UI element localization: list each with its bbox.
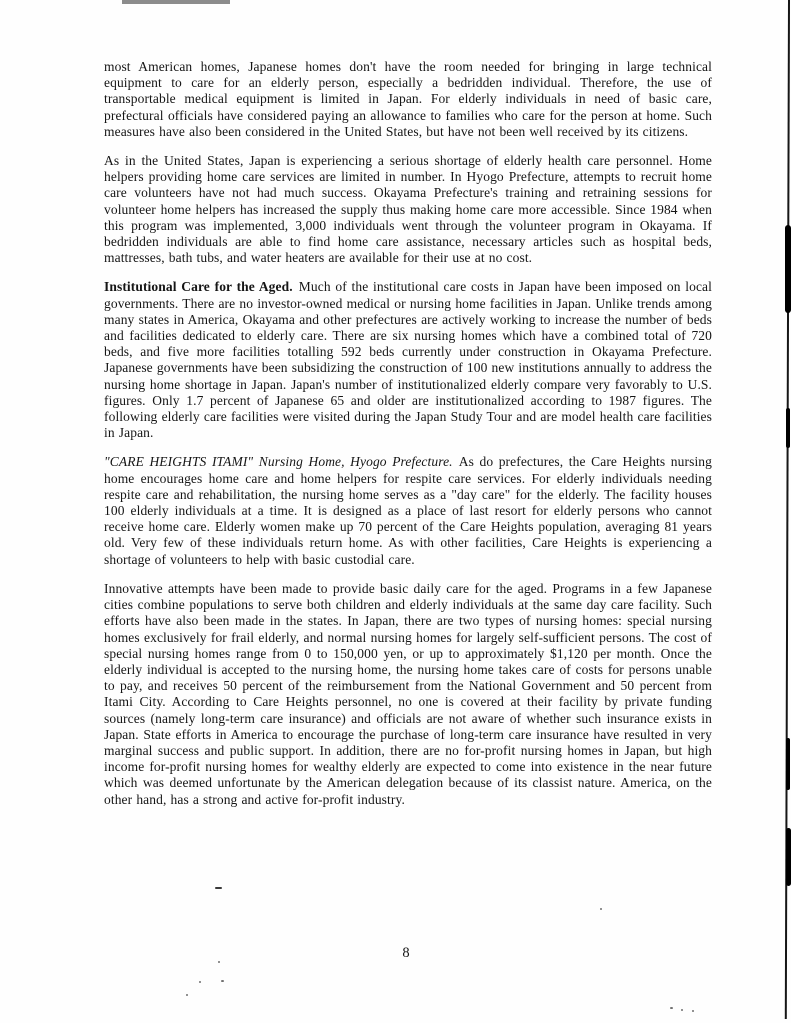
paragraph-care-heights-itami	[104, 454, 712, 567]
document-body	[104, 59, 712, 821]
scan-artifact-blob	[786, 738, 790, 790]
scan-artifact-speck	[199, 981, 201, 983]
paragraph-text: most American homes, Japanese homes don't have the room needed for bringing in large technical equipment to care for an elderly person, especially a bedridden individual. Therefore, the use of transportable medical equipment is limited in Japan. For elderly individuals in need of basic care, prefectural officials have considered paying an allowance to families who care for the person at home. Such measures have also been considered in the United States, but have not been well received by its citizens.	[104, 59, 712, 139]
paragraph-lead-heading: "CARE HEIGHTS ITAMI" Nursing Home, Hyogo Prefecture.	[104, 454, 453, 470]
scan-artifact-speck	[186, 994, 188, 996]
paragraph-innovative-attempts	[104, 581, 712, 808]
scan-artifact-top-bar	[122, 0, 230, 4]
scan-artifact-blob	[786, 828, 791, 886]
paragraph-institutional-care	[104, 279, 712, 441]
page-number: 8	[402, 945, 410, 961]
paragraph-text: As in the United States, Japan is experiencing a serious shortage of elderly health care personnel. Home helpers providing home care services are limited in number. In Hyogo Prefecture, attempts to recruit home care volunteers have not had much success. Okayama Prefecture's training and retraining sessions for volunteer home helpers has increased the supply thus making home care more accessible. Since 1984 when this program was implemented, 3,000 individuals went through the volunteer program in Okayama. If bedridden individuals are able to find home care assistance, necessary articles such as hospital beds, mattresses, bath tubs, and water heaters are available for their use at no cost.	[104, 153, 712, 266]
scan-artifact-speck	[681, 1009, 683, 1011]
paragraph-home-equipment	[104, 59, 712, 140]
scan-artifact-speck	[600, 908, 602, 910]
paragraph-personnel-shortage	[104, 153, 712, 266]
scan-artifact-blob	[786, 408, 790, 448]
paragraph-lead-heading: Institutional Care for the Aged.	[104, 279, 293, 295]
paragraph-text: Innovative attempts have been made to provide basic daily care for the aged. Programs in a few Japanese cities combine populations to serve both children and elderly individuals at the same day care facility. Such efforts have also been made in the states. In Japan, there are two types of nursing homes: special nursing homes exclusively for frail elderly, and normal nursing homes for largely self-sufficient persons. The cost of special nursing homes range from 0 to 150,000 yen, or up to approximately $1,120 per month. Once the elderly individual is accepted to the nursing home, the nursing home takes care of costs for persons unable to pay, and receives 50 percent of the reimbursement from the National Government and 50 percent from Itami City. According to Care Heights personnel, no one is covered at their facility by private funding sources (namely long-term care insurance) and officials are not aware of whether such insurance exists in Japan. State efforts in America to encourage the purchase of long-term care insurance have resulted in very marginal success and public support. In addition, there are no for-profit nursing homes in Japan, but high income for-profit nursing homes for wealthy elderly are expected to come into existence in the near future which was deemed unfortunate by the American delegation because of its classist nature. America, on the other hand, has a strong and active for-profit industry.	[104, 580, 712, 807]
scan-artifact-blob	[785, 225, 791, 313]
scan-artifact-speck	[692, 1010, 694, 1012]
paragraph-text: As do prefectures, the Care Heights nursing home encourages home care and home helpers for respite care services. For elderly individuals needing respite care and rehabilitation, the nursing home serves as a "day care" for the elderly. The facility houses 100 elderly individuals at a time. It is designed as a place of last resort for elderly persons who cannot receive home care. Elderly women make up 70 percent of the Care Heights population, averaging 81 years old. Very few of these individuals return home. As with other facilities, Care Heights is experiencing a shortage of volunteers to help with basic custodial care.	[104, 454, 712, 567]
scan-artifact-dash	[215, 887, 222, 889]
scan-artifact-speck	[670, 1007, 673, 1009]
scan-artifact-speck	[221, 980, 224, 982]
paragraph-text: Much of the institutional care costs in Japan have been imposed on local governments. There are no investor-owned medical or nursing home facilities in Japan. Unlike trends among many states in America, Okayama and other prefectures are actively working to increase the number of beds and facilities dedicated to elderly care. There are six nursing homes which have a combined total of 720 beds, and five more facilities totalling 592 beds currently under construction in Okayama Prefecture. Japanese governments have been subsidizing the construction of 100 new institutions annually to address the nursing home shortage in Japan. Japan's number of institutionalized elderly compare very favorably to U.S. figures. Only 1.7 percent of Japanese 65 and older are institutionalized according to 1987 figures. The following elderly care facilities were visited during the Japan Study Tour and are model health care facilities in Japan.	[104, 279, 713, 441]
